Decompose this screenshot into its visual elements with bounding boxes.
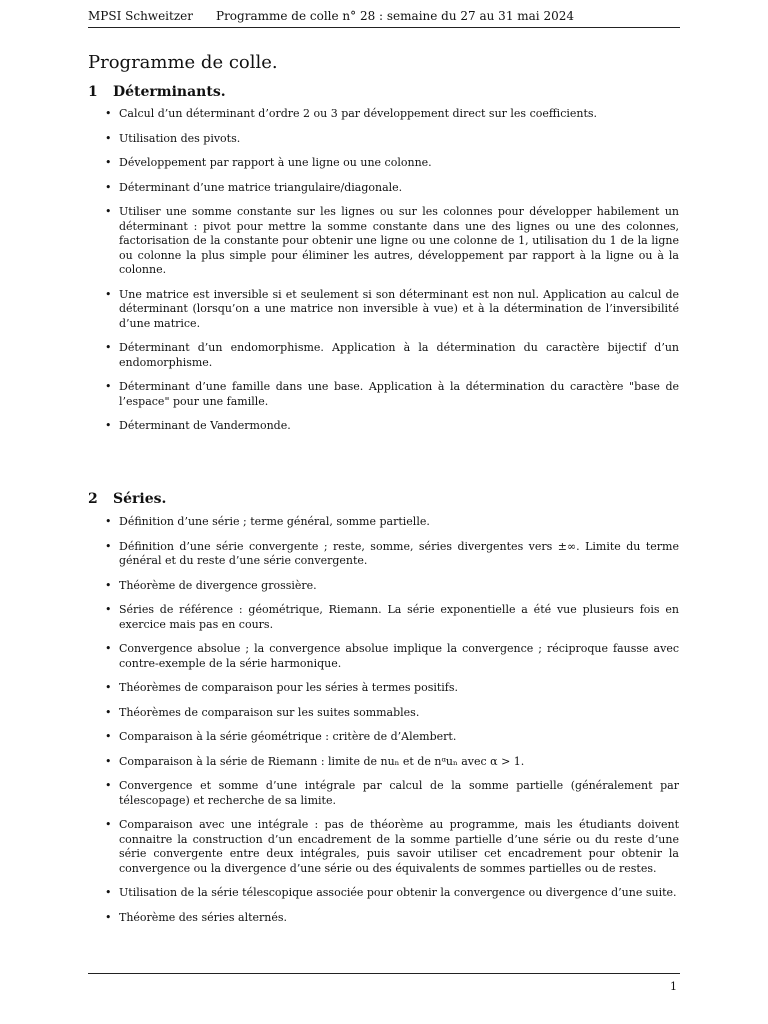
section-list-series xyxy=(104,515,679,935)
list-item: • Déterminant d’une matrice triangulaire/diagonale. xyxy=(105,180,403,194)
bullet-icon: • xyxy=(105,818,112,831)
section-heading-determinants xyxy=(88,84,226,100)
list-item: • Utilisation des pivots. xyxy=(105,131,241,145)
footer-rule xyxy=(88,973,680,974)
bullet-icon: • xyxy=(105,419,112,432)
list-item: • Utilisation de la série télescopique associée pour obtenir la convergence ou divergence d’une suite. xyxy=(105,886,677,899)
list-item: • Comparaison avec une intégrale : pas de théorème au programme, mais les étudiants doivent connaitre la construction d’un encadrement de la somme partielle d’une série ou du reste d’une série convergente entre deux intégrales, puis savoir utiliser cet encadrement pour obtenir la convergence ou la divergence d’une série ou des équivalents de sommes partielles ou de restes. xyxy=(105,818,679,875)
section-number: 1 xyxy=(88,84,98,100)
list-item: • Convergence et somme d’une intégrale par calcul de la somme partielle (généralement par télescopage) et recherche de sa limite. xyxy=(105,779,679,807)
list-item: • Utiliser une somme constante sur les lignes ou sur les colonnes pour développer habilement un déterminant : pivot pour mettre la somme constante dans une des lignes ou une des colonnes, factorisation de la constante pour obtenir une ligne ou une colonne de 1, utilisation du 1 de la ligne ou colonne la plus simple pour éliminer les autres, développement par rapport à la ligne ou à la colonne. xyxy=(105,205,679,276)
bullet-icon: • xyxy=(105,107,112,120)
section-title: Séries. xyxy=(113,491,167,507)
list-item: • Déterminant d’une famille dans une base. Application à la détermination du caractère "base de l’espace" pour une famille. xyxy=(105,380,679,408)
section-number: 2 xyxy=(88,491,98,507)
list-item: • Développement par rapport à une ligne ou une colonne. xyxy=(105,156,432,169)
list-item: • Définition d’une série ; terme général, somme partielle. xyxy=(105,515,430,528)
bullet-icon: • xyxy=(105,886,112,899)
bullet-icon: • xyxy=(105,910,112,924)
bullet-icon: • xyxy=(105,730,112,743)
bullet-icon: • xyxy=(105,287,112,301)
bullet-icon: • xyxy=(105,779,112,792)
bullet-icon: • xyxy=(105,131,112,145)
header-right: Programme de colle n° 28 : semaine du 27 au 31 mai 2024 xyxy=(216,9,574,23)
bullet-icon: • xyxy=(105,681,112,694)
bullet-icon: • xyxy=(105,603,112,616)
list-item: • Théorème des séries alternés. xyxy=(105,910,288,924)
list-item: • Comparaison à la série géométrique : critère de d’Alembert. xyxy=(105,730,457,743)
header-left: MPSI Schweitzer xyxy=(88,9,193,23)
bullet-icon: • xyxy=(105,156,112,169)
bullet-icon: • xyxy=(105,578,112,592)
section-title: Déterminants. xyxy=(113,84,226,100)
bullet-icon: • xyxy=(105,515,112,528)
list-item: • Déterminant d’un endomorphisme. Application à la détermination du caractère bijectif d’un endomorphisme. xyxy=(105,341,679,369)
bullet-icon: • xyxy=(105,380,112,393)
bullet-icon: • xyxy=(105,180,112,194)
list-item: • Définition d’une série convergente ; reste, somme, séries divergentes vers ±∞. Limite du terme général et du reste d’une série convergente. xyxy=(105,539,679,567)
list-item: • Comparaison à la série de Riemann : limite de nuₙ et de nᵅuₙ avec α > 1. xyxy=(105,754,525,768)
list-item: • Convergence absolue ; la convergence absolue implique la convergence ; réciproque fausse avec contre-exemple de la série harmonique. xyxy=(105,642,679,670)
bullet-icon: • xyxy=(105,754,112,768)
bullet-icon: • xyxy=(105,705,112,719)
list-item: • Déterminant de Vandermonde. xyxy=(105,419,291,432)
list-item: • Théorème de divergence grossière. xyxy=(105,578,317,592)
list-item: • Séries de référence : géométrique, Riemann. La série exponentielle a été vue plusieurs fois en exercice mais pas en cours. xyxy=(105,603,679,631)
bullet-icon: • xyxy=(105,341,112,354)
list-item: • Théorèmes de comparaison sur les suites sommables. xyxy=(105,705,420,719)
section-heading-series xyxy=(88,491,166,507)
bullet-icon: • xyxy=(105,642,112,655)
page-title: Programme de colle. xyxy=(88,52,278,73)
page-number: 1 xyxy=(670,980,677,993)
list-item: • Théorèmes de comparaison pour les séries à termes positifs. xyxy=(105,681,459,694)
list-item: • Une matrice est inversible si et seulement si son déterminant est non nul. Application au calcul de déterminant (lorsqu’on a une matrice non inversible à vue) et à la détermination de l’inversibilité d’une matrice. xyxy=(105,287,679,330)
page-header xyxy=(88,9,680,28)
list-item: • Calcul d’un déterminant d’ordre 2 ou 3 par développement direct sur les coefficients. xyxy=(105,107,598,120)
bullet-icon: • xyxy=(105,205,112,218)
bullet-icon: • xyxy=(105,539,112,553)
section-list-determinants xyxy=(104,107,679,444)
